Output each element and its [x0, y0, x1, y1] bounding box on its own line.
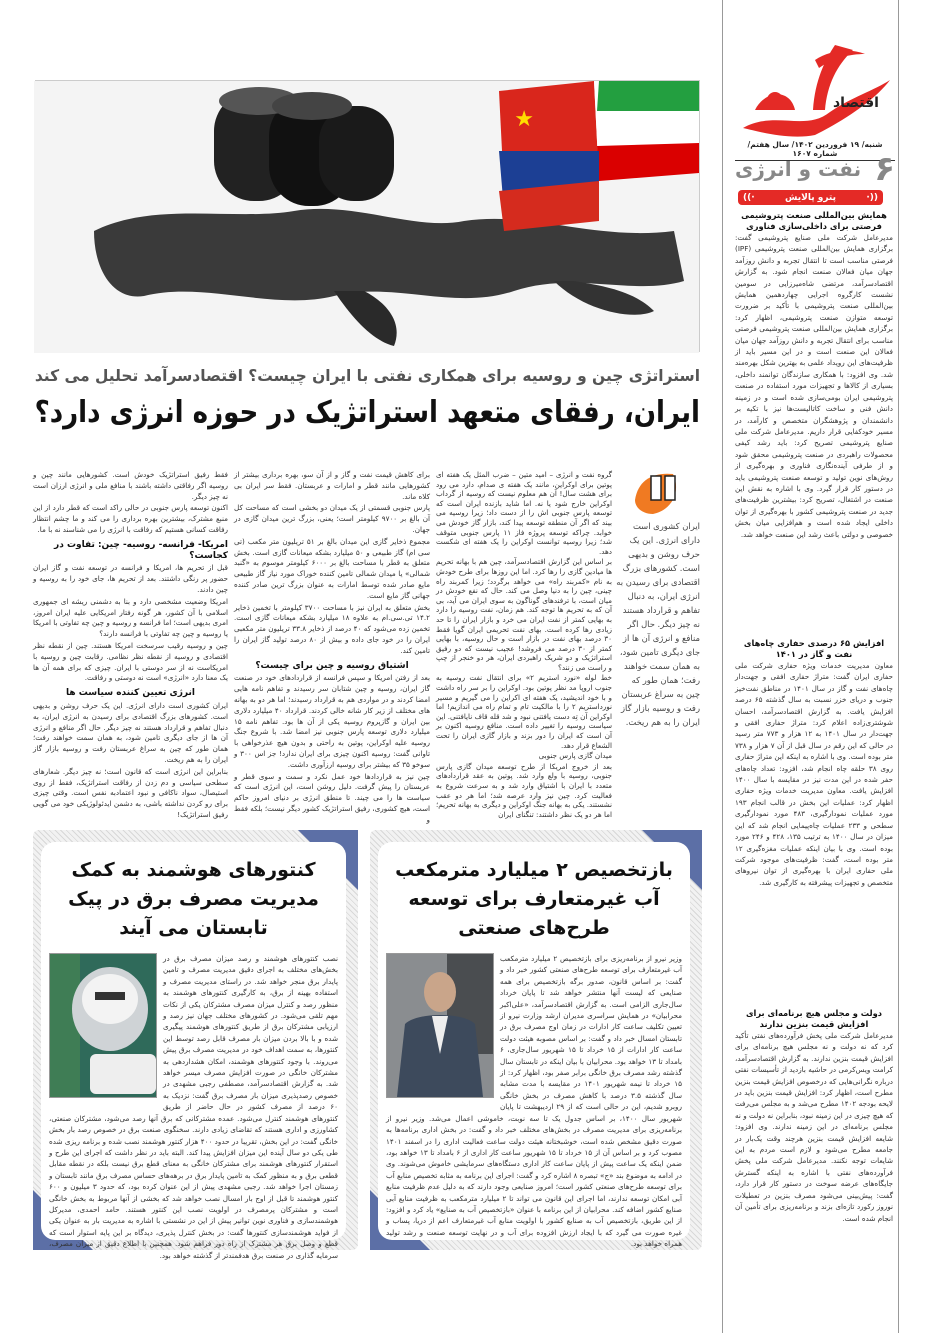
article-column — [234, 470, 430, 826]
article-column — [33, 470, 228, 826]
article-headline-wrap — [35, 394, 700, 432]
section-bar-label: پترو پالایش — [785, 192, 836, 203]
paragraph: قبل از تحریم ها، امریکا و فرانسه در توسعه نفت و گاز ایران حضور پر رنگی داشتند. بعد از تحریم ها، جای خود را به روسیه و چین دادند. — [33, 563, 228, 594]
article-title: همایش بین‌المللی صنعت پتروشیمی فرصتی برای داخلی‌سازی فناوری — [741, 210, 887, 231]
paragraph: گروه نفت و انرژی – امید متین – ضرب المثل یک هفته ای پوتین برای اوکراین، مانند یک هفته ی صدام، دارد می رود برای هشت سال! آن هم معلوم نیست که روسیه از گرداب اوکراین خارج شود یا نه. اما شاید بازنده ایران است که توسعه پارس جنوبی اش را از دست داد؛ زیرا روسیه می بیند که اگر آن منطقه توسعه پیدا کند، بازار گاز خودش می خوابد. چراکه توسعه پروژه فاز ۱۱ پارس جنوبی متوقف شد؛ زیرا روسیه توانست اوکراین را یک هفته ای شکست دهد. — [436, 470, 612, 556]
news-box — [370, 830, 702, 1250]
quote-text: ایران کشوری است دارای انرژی. این یک حرف روشن و بدیهی است. کشورهای بزرگ اقتصادی برای رسیدن به انرژی ایران، به دنبال تفاهم و قرارداد هستند نه چیز دیگر. حال اگر منافع و انرژی آن ها از جای دیگری تامین شود، به همان سمت خواهند رفت؛ همان طور که چین به سراغ عربستان رفت و روسیه بازار گاز ایران را به هم ریخت. — [616, 521, 700, 727]
article-title: افزایش ۶۵ درصدی حفاری چاه‌های نفت و گاز در ۱۴۰۱ — [743, 638, 885, 659]
paragraph: مجموع ذخایر گازی این میدان بالغ بر ۵۱ تریلیون متر مکعب (تی سی ام) گاز طبیعی و ۵۰ میلیارد بشکه میعانات گازی است. بخش متعلق به قطر با مساحت بالغ بر ۶۰۰۰ کیلومتر موسوم به «گنبد شمالی» یا میدان شمالی تامین کننده خوراک مورد نیاز گاز طبیعی مایع صادر شده توسط امارات به عنوان بزرگ ترین صادر کننده جهانی گاز مایع است. — [234, 536, 430, 600]
oil-barrels-map-flags-image — [35, 80, 700, 352]
article-kicker: استراتژی چین و روسیه برای همکاری نفتی با ایران چیست؟ اقتصادسرآمد تحلیل می کند — [34, 366, 701, 385]
masthead-logo — [735, 40, 895, 135]
article-title: دولت و مجلس هیچ برنامه‌ای برای افزایش قیمت بنزین ندارند — [745, 1008, 883, 1029]
broadcast-icon: ((· — [866, 192, 878, 203]
minister-portrait-photo — [386, 953, 494, 1098]
logo-subtitle: اقتصاد — [833, 95, 879, 111]
smart-meter-photo — [49, 953, 157, 1098]
paragraph: برای کاهش قیمت نفت و گاز و از آن سو، بهره برداری بیشتر از کشورهایی مانند قطر و امارات و عربستان. فقط سر ایران بی کلاه ماند. — [234, 470, 430, 501]
paragraph: خط لوله «نورد استریم ۲» برای انتقال نفت روسیه به جنوب اروپا مد نظر پوتین بود. اوکراین را بر سر راه داشت و با خود اندیشید، یک هفته ای اکراین را می گیریم و مسیر نورداستریم ۲ را با مالکیت تام و تمام راه می اندازیم! اما اوکراین آن تِه دست یافتنی نبود و شد قله قاف نایافتنی. این سیاست روسیه را تغییر داده است. منافع روسیه اکنون بر آن است که ایران را دور بزند و بازار گازی ایران را تحت الشعاع قرار دهد. — [436, 673, 612, 750]
quote-mark-icon — [633, 470, 683, 515]
column-rule — [722, 0, 723, 1333]
paragraph: ایران کشوری است دارای انرژی. این یک حرف روشن و بدیهی است. کشورهای بزرگ اقتصادی برای رسیدن به انرژی ایران، به دنبال تفاهم و قرارداد هستند نه چیز دیگر. حال اگر منافع و انرژی آن ها از جای دیگری تامین شود، به همان سمت خواهند رفت؛ همان طور که چین به سراغ عربستان رفت و روسیه بازار گاز ایران را به هم ریخت. — [33, 700, 228, 764]
sidebar-article — [735, 1008, 893, 1260]
section-name: نفت و انرژی — [735, 157, 862, 181]
paragraph: پارس جنوبی قسمتی از یک میدان دو بخشی است که مساحت کل آن بالغ بر ۹۷۰۰ کیلومتر است؛ یعنی، بزرگ ترین میدان گازی در جهان. — [234, 503, 430, 534]
paragraph: بعد از خروج امریکا از طرح توسعه میدان گازی پارس جنوبی، روسیه با ولع وارد شد. پوتین به عقد قراردادهای متعدد با ایران با اشتیاق وارد شد و به سرعت شروع به فعالیت کرد. چین نیز وارد عرصه شد؛ اما هر دو عقب نشستند. یکی به بهانه جنگ اوکراین و دیگری به بهانه تحریم؛ اما هر دو یک نظر داشتند: تنگنای ایران — [436, 761, 612, 819]
dateline: شنبه/ ۱۹ فروردین ۱۴۰۲/ سال هفتم/ شماره ۱۶۰۷ — [735, 140, 895, 161]
article-headline: ایران، رفقای متعهد استراتژیک در حوزه انرژی دارد؟ — [34, 395, 700, 430]
paragraph: چین و روسیه رقیب سرسخت امریکا هستند. چین از نقطه نظر اقتصادی و روسیه از نقطه نظر نظامی. رقابت چین و روسیه با امریکاست نه از سر دوستی با ایران. چیزی که برای همه آن ها یک معنا دارد «انرژی» است نه دوستی و رفاقت. — [33, 640, 228, 683]
article-kicker-wrap — [35, 366, 700, 386]
box-body: نصب کنتورهای هوشمند و رصد میزان مصرف برق در بخش‌های مختلف به اجرای دقیق مدیریت مصرف و تامین پایدار برق منجر خواهد شد. در راستای مدیریت مصرف و استفاده بهینه از برق، به کارگیری کنتورهای هوشمند به منظور رصد و کنترل میزان مصرف مشترکان یکی از نکات مهم تلقی می‌شود. در کشورهای مختلف جهان نیز رصد و ارزیابی مشترکان برق از طریق کنتورهای هوشمند پیگیری شده و با بالا بردن میزان بار مصرف قابل رصد توسط این کنتورها، به سمت اهداف خود در مدیریت مصرف برق پیش می‌روند. با وجود کنتورهای هوشمند، امکان هشداردهی به مشترکان خانگی در صورت افزایش مصرف میسر خواهد شد. به گزارش اقتصادسرآمد، مصطفی رجبی مشهدی در خصوص رصدپذیری میزان بار مصرف برق گفت: نزدیک به ۶۰ درصد از مصرف کشور در حال حاضر از طریق کنتورهای هوشمند کنترل می‌شود. عمده مشترکانی که برق آنها رصد می‌شود، مشترکان صنعتی، کشاورزی و اداری هستند که تقاضای زیادی دارند. سخنگوی صنعت برق در خصوص رصد بار بخش خانگی گفت: در این بخش، تقریبا در حدود ۴۰۰ هزار کنتور هوشمند نصب شده و برنامه ریزی شده طی یکی دو سال آینده این میزان افزایش پیدا کند. البته باید در نظر داشت که اجرای این طرح و استقرار کنتورهای هوشمند برای مشترکان خانگی به معنای قطع برق نیست بلکه در نقطه مقابل قطعی برق و به منظور کمک به تامین پایدار برق در برهه‌های حساس مصرف برق مانند تابستان و زمستان اجرا خواهد شد. رجبی مشهدی پیش از این عنوان کرده بود، که حدود ۳ میلیون و ۶۰۰ کنتور هوشمند تا قبل از اوج بار امسال نصب خواهد شد که بخشی از آنها مربوط به بخش خانگی است و مشترکان پرمصرف در اولویت نصب این کنتور هستند. حامد احمدی، مدیرکل هوشمندسازی و فناوری نوین توانیر پیش از این در نشستی با اشاره به مدیریت بار به عنوان یکی از فواید هوشمندسازی کنتورها گفت: در بخش کنترل پذیری، دیدگاه بر این پایه استوار است که قطع و وصل برق هر مشترک از راه دور فراهم شود. همچنین با اطلاع دقیق از میزان مصرف، سرمایه گذاری در صنعت برق هدفمندتر از گذشته خواهد بود. — [49, 954, 338, 1260]
broadcast-icon: ·)) — [743, 192, 755, 203]
paragraph: بخش متعلق به ایران نیز با مساحت ۳۷۰۰ کیلومتر با تخمین ذخایر ۱۴.۲ تی.سی.ام به علاوه ۱۸ میلیارد بشکه میعانات گازی است. تخمین زده می‌شود که ۴۰ درصد از ذخایر ۳۳.۸ تریلیون متر مکعبی ایران را در خود جای داده و بیش از ۸۰ درصد تولید گاز ایران را تامین کند. — [234, 602, 431, 655]
paragraph: چین نیز به قراردادها خود عمل نکرد و سمت و سوی قطر و عربستان را پیش گرفت. دلیل روشن است، این انرژی است که سیاست ها را می چیند. تا منطق انرژی بر دنیای امروز حاکم است، هیچ کشوری، رفیق استراتژیک کشور دیگر نیست؛ بلکه فقط و — [234, 771, 430, 824]
column-rule — [898, 0, 899, 1333]
paragraph: بر اساس این گزارش اقتصادسرآمد، چین هم با بهانه تحریم ها میادین گازی را رها کرد. اما این روزها برای طرح خودش به نام «کمربند راه» می خواهد برگردد؛ زیرا کمربند راه چینی، چین را به دنیا وصل می کند. حال که نفع خودش در میان است، با ترفندهای گوناگون به سوی ایران می آید، بی آن که به تحریم ها توجه کند. هم زمان، نفت روسیه را دارد به بهایی کمتر از نفت ایران می خرد و بازار ایران را تا حد زیادی رها کرده است. بهای نفت تحریمی ایران گویا فقط ۳۰ درصد بهای نفت در بازار است و حال روسیه، با بهایی کمتر از ۳۰ درصد می فروشد! عجیب نیست که دو رفیق استراتژیک و دو شریک راهبردی ایران، هر دو خنجر از چپ و راست می زنند؟ — [436, 557, 612, 672]
sidebar-article — [735, 210, 893, 632]
paragraph: بعد از رفتن امریکا و سپس فرانسه از قراردادهای خود در صنعت گاز ایران، روسیه و چین شتابان سر رسیدند و تفاهم نامه هایی امضا کردند و در مواردی هم به قرارداد رسیدند؛ اما هر دو به بهانه های مختلف از زیر کار شانه خالی کردند. قرارداد ۴۰ میلیارد دلاری بین ایران و گازپروم روسیه یکی از آن ها بود. تفاهم نامه ۱۵ میلیارد دلاری توسعه پارس جنوبی نیز امضا شد. با شروع جنگ روسیه علیه اوکراین، پوتین به راحتی و بدون هیچ عذرخواهی با تاوانی گفت: روسیه اکنون چیزی برای ایران ندارد! جز اس ۳۰۰ و سوخو ۳۵ که بیشتر برای روسیه ارزآوری داشت. — [234, 673, 430, 769]
article-body: مدیرعامل شرکت ملی پخش فرآورده‌های نفتی تأکید کرد که نه دولت و نه مجلس هیچ برنامه‌ای برای افزایش قیمت بنزین ندارند. به گزارش اقتصادسرآمد، کرامت ویس‌کرمی در حاشیه بازدید از تأسیسات نفتی درباره نگرانی‌هایی که درخصوص افزایش قیمت بنزین مطرح است، اظهار کرد: افزایش قیمت بنزین باید در لایحه بودجه ۱۴۰۲ مطرح می‌شد و به مجلس می‌رفت که هیچ چیزی در این زمینه نبود، بنابراین نه دولت و نه مجلس برنامه‌ای در این زمینه ندارند. وی افزود: شایعه افزایش قیمت بنزین هرچند وقت یک‌بار در جامعه مطرح می‌شود و لازم است مردم به این شایعات توجه نکنند. مدیرعامل شرکت ملی پخش فرآورده‌های نفتی با اشاره به اینکه گسترش جایگاه‌های عرضه سوخت در دستور کار قرار دارد، گفت: پیش‌بینی می‌شود مصرف بنزین در تعطیلات نوروز رکورد تازه‌ای بزند و برنامه‌ریزی برای تأمین آن انجام شده است. — [735, 1031, 893, 1223]
box-body: وزیر نیرو از برنامه‌ریزی برای بازتخصیص ۲ میلیارد مترمکعب آب غیرمتعارف برای توسعه طرح‌های صنعتی کشور خبر داد و گفت: بر اساس قانون، صدور برگه بازتخصیص برای همه صنایعی که لیست آنها منتشر خواهد شد تا پایان خرداد سال‌جاری الزامی است. به گزارش اقتصادسرآمد، «علی‌اکبر محرابیان» در همایش سراسری مدیران ارشد وزارت نیرو از تعیین تکلیف ساعت کار ادارات در زمان اوج مصرف برق در تابستان امسال خبر داد و گفت: بر اساس مصوبه هیئت دولت ساعت کار ادارات از ۱۵ خرداد تا ۱۵ شهریور سال‌جاری، ۶ بامداد تا ۱۳ خواهد بود. محرابیان با بیان اینکه در تابستان سال گذشته رشد مصرف برق خانگی برابر صفر بود، اظهار کرد: از ۱۵ خرداد تا نیمه شهریور ۱۴۰۱ در مقایسه با مدت مشابه سال گذشته ۳.۵ درصد با کاهش مصرف در بخش خانگی روبرو شدیم، این در حالی است که از ۲۹ اردیبهشت تا پایان شهریور سال ۱۴۰۰، بر اساس جدول یک تا سه نوبت، خاموشی اعمال می‌شد. وزیر نیرو از برنامه‌ریزی برای مدیریت مصرف در بخش‌های مختلف خبر داد و گفت: در بخش اداری برنامه‌ها به صورت دقیق مشخص شده است، خوشبختانه هیئت دولت ساعت فعالیت اداری را در اسفند ۱۴۰۱ مصوب کرد و بر اساس آن از ۱۵ خرداد تا ۱۵ شهریور ساعت کار اداری از ۶ بامداد تا ۱۳ خواهد بود، ضمن اینکه یک ساعت پیش از پایان ساعت کار اداری دستگاه‌های سرمایشی خاموش می‌شوند. وی در ادامه به موضوع بند «ج» تبصره ۸ اشاره کرد و گفت: اجرای این برنامه به مثابه تخصیص منابع آب برای توسعه طرح‌های صنعتی کشور است؛ امروز صنایعی وجود دارند که به دلیل عدم ظرفیت منابع آبی امکان توسعه ندارند، اما اجرای این قانون می تواند تا ۲ میلیارد مترمکعب به ظرفیت منابع آبی صنایع کشور اضافه کند. محرابیان از این برنامه با عنوان «بازتخصیص آب به صنایع» یاد کرد و افزود: از این طریق، بازتخصیص آب به صنایع کشور با اولویت منابع آب غیرمتعارف اعم از دریا، پساب و غیره صورت می گیرد که با ایجاد ارزش افزوده برای آب و در نهایت توسعه صنعت و رشد تولید همراه خواهد بود. — [386, 954, 683, 1249]
page-number: ۶ — [874, 149, 895, 189]
subheading: انرژی تعیین کننده سیاست ها — [66, 688, 195, 699]
paragraph: بنابراین این انرژی است که قانون است؛ نه چیز دیگر. شعارهای سطحی سیاسی و دم زدن از رفاقت استراتژیک، فقط از روی استیصال، سواد ناکافی و نبود اعتمادبه نفس است. وقتی چیزی برای رو کردن نداشته باشی، به دشمن ایدئولوژیکی خود می گویی رفیق استراتژیک! — [33, 766, 228, 819]
section-bar — [738, 190, 883, 205]
pull-quote — [616, 470, 700, 729]
svg-text:★: ★ — [514, 107, 534, 132]
article-body: معاون مدیریت خدمات ویژه حفاری شرکت ملی حفاری ایران گفت: متراژ حفاری افقی و جهت‌دار چاه‌های نفت و گاز در سال ۱۴۰۱ در مناطق نفت‌خیز جنوب و دریای خزر نسبت به سال گذشته ۶۵ درصد افزایش یافت. به گزارش اقتصادسرآمد، احسان شوشتری‌زاده اعلام کرد: متراژ حفاری افقی و جهت‌دار در سال ۱۴۰۱ به ۱۲ هزار و ۷۷۳ متر رسید در حالی که این رقم در سال قبل از آن ۷ هزار و ۷۳۸ متر بوده است. وی با اشاره به اینکه این متراژ حفاری روی ۳۸ حلقه چاه انجام شد، افزود: تعداد چاه‌های حفر شده در این مدت نیز در مقایسه با سال ۱۴۰۰ افزایش یافت. معاون مدیریت خدمات ویژه حفاری اظهار کرد: عملیات این بخش در قالب انجام ۱۹۳ مورد عملیات نمودارگیری، ۴۸۳ مورد نمودارگیری سطحی و ۲۳۳ عملیات چاه‌پیمایی انجام شد که این میزان در سال ۱۴۰۰ به ترتیب ۱۳۵، ۴۲۸ و ۲۴۶ مورد بوده است. وی با بیان اینکه عملیات مغزه‌گیری ۱۲ متر بوده است، گفت: ظرفیت‌های موجود شرکت ملی حفاری ایران با بهره‌گیری از توان نیروهای متخصص و تجهیزات پیشرفته به کارگیری شد. — [735, 661, 894, 887]
sidebar-article — [735, 638, 893, 1000]
subheading: اشتیاق روسیه و چین برای چیست؟ — [255, 660, 409, 671]
subheading: امریکا- فرانسه- روسیه- چین: تفاوت در کجاست؟ — [54, 539, 228, 561]
article-body: مدیرعامل شرکت ملی صنایع پتروشیمی گفت: برگزاری همایش بین‌المللی صنعت پتروشیمی (IPF) فرصتی مناسب است تا انتقال تجربه و دانش روزآمد جهان میان فعالان صنعت انجام شود. به گزارش اقتصادسرآمد، مرتضی شاه‌میرزایی در سومین نشست کارگروه اجرایی چهاردهمین همایش بین‌المللی صنعت پتروشیمی با تأکید بر ضرورت توسعه متوازن صنعت پتروشیمی، اظهار کرد: برگزاری همایش بین‌المللی صنعت پتروشیمی فرصتی مناسب برای انتقال تجربه و دانش روزآمد جهان میان فعالان این صنعت است و در این مسیر باید از ظرفیت‌های این رویداد علمی به بهترین شکل بهره‌مند شد. وی افزود: با همکاری سازندگان توانمند داخلی، بسیاری از کالاها و تجهیزات مورد استفاده در صنعت پتروشیمی ایران بومی‌سازی شده است و در زمینه دانش فنی و ساخت کاتالیست‌ها نیز با تکیه بر دانشمندان و پژوهشگران متخصص و کارآمد، در مسیر خودکفایی قرار داریم. مدیرعامل شرکت ملی صنایع پتروشیمی تصریح کرد: باید رشد کیفی محصولات راهبردی در صنعت پتروشیمی محقق شود و از طرفی آینده‌نگاری فناوری و بهره‌گیری از روش‌های نوین تولید و توسعه صنعت پتروشیمی باید در دستور کار قرار گیرد. وی با اشاره به نقش این صنعت در اشتغال، تصریح کرد: بیشترین ظرفیت‌های جدید در صنعت پتروشیمی کشور با بهره‌گیری از توان داخلی ایجاد شده است و هم‌افزایی میان بخش خصوصی و دولتی باعث رشد این صنعت خواهد شد. — [735, 233, 893, 539]
subheading: میدان گازی پارس جنوبی — [538, 751, 612, 761]
paragraph: امریکا وضعیت مشخصی دارد و بنا به دشمنی ریشه ای جمهوری اسلامی با آن کشور، هر گونه رفتار امریکایی علیه ایران امروز، امری بدیهی است؛ اما فرانسه و روسیه و چین چه تفاوتی با امریکا یا روسیه و چین چه تفاوتی با فرانسه دارند؟ — [33, 596, 228, 639]
paragraph: فقط رفیق استراتژیک خودش است. کشورهایی مانند چین و روسیه اگر رفاقتی داشته باشند با منافع ملی و انرژی ارزان است نه چیز دیگر. — [33, 470, 228, 501]
paragraph: اکنون توسعه پارس جنوبی در حالی راکد است که قطر دارد از این منبع مشترک، بیشترین بهره برداری را می کند و ما چشم انتظار رفاقت کسانی هستیم که رفاقت با انرژی را می شناسند نه با ما. — [33, 503, 228, 534]
news-box — [33, 830, 358, 1260]
article-column — [436, 470, 612, 826]
box-title: کنتورهای هوشمند به کمک مدیریت مصرف برق در پیک تابستان می آیند — [68, 859, 319, 939]
box-title: بازتخصیص ۲ میلیارد مترمکعب آب غیرمتعارف برای توسعه طرح‌های صنعتی — [395, 859, 673, 939]
